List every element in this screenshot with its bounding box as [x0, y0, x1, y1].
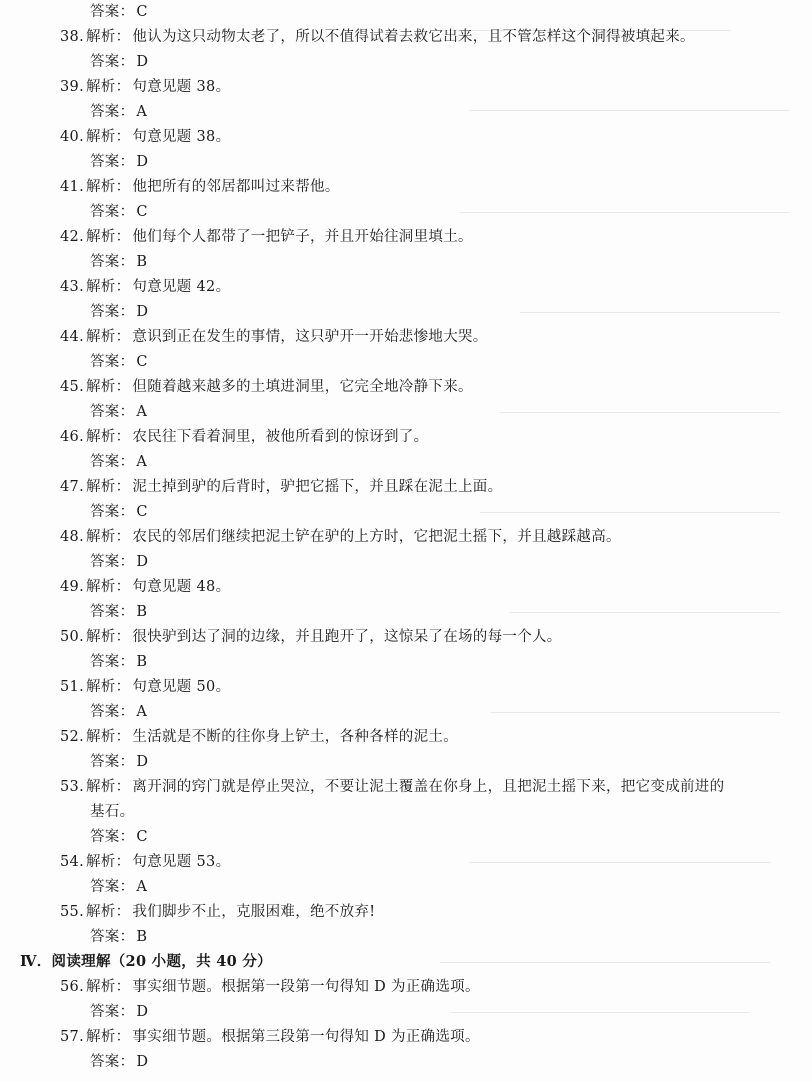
question-number: 46.	[60, 429, 84, 445]
show-through-line	[470, 110, 790, 111]
analysis-line	[50, 277, 230, 297]
analysis-label: 解析：	[86, 529, 131, 545]
answer-line	[90, 302, 148, 322]
analysis-text: 句意见题 38。	[132, 129, 231, 145]
analysis-label: 解析：	[86, 979, 131, 995]
question-number: 41.	[60, 179, 84, 195]
question-number: 39.	[60, 79, 84, 95]
analysis-label: 解析：	[86, 904, 131, 920]
analysis-line	[50, 177, 340, 197]
answer-value: A	[136, 704, 148, 720]
answer-value: A	[136, 454, 148, 470]
analysis-text: 生活就是不断的往你身上铲土，各种各样的泥土。	[132, 729, 459, 745]
answer-line	[90, 402, 147, 422]
answer-label: 答案：	[90, 829, 135, 845]
answer-value: B	[136, 929, 148, 945]
question-number: 45.	[60, 379, 84, 395]
answer-line	[90, 1052, 148, 1072]
analysis-line	[50, 777, 724, 797]
question-number: 55.	[60, 904, 84, 920]
answer-line	[90, 52, 148, 72]
analysis-line	[50, 852, 230, 872]
analysis-line	[50, 477, 502, 497]
answer-line	[90, 452, 147, 472]
question-number: 38.	[60, 29, 84, 45]
answer-label: 答案：	[90, 604, 135, 620]
answer-line	[90, 827, 148, 847]
answer-label: 答案：	[90, 4, 135, 20]
analysis-text: 农民的邻居们继续把泥土铲在驴的上方时，它把泥土摇下，并且越踩越高。	[132, 529, 621, 545]
analysis-line	[50, 902, 375, 922]
question-number: 56.	[60, 979, 84, 995]
show-through-line	[470, 862, 770, 863]
answer-value: A	[136, 404, 148, 420]
analysis-label: 解析：	[86, 679, 131, 695]
answer-value: D	[136, 1004, 149, 1020]
answer-line	[90, 102, 147, 122]
answer-value: D	[136, 54, 149, 70]
analysis-line	[50, 27, 695, 47]
show-through-line	[490, 712, 780, 713]
analysis-label: 解析：	[86, 1029, 131, 1045]
answer-label: 答案：	[90, 504, 135, 520]
question-number: 54.	[60, 854, 84, 870]
show-through-line	[520, 312, 780, 313]
analysis-line	[50, 227, 473, 247]
analysis-label: 解析：	[86, 429, 131, 445]
answer-label: 答案：	[90, 304, 135, 320]
answer-value: D	[136, 1054, 149, 1070]
answer-line	[90, 877, 147, 897]
question-number: 40.	[60, 129, 84, 145]
answer-line	[90, 252, 147, 272]
analysis-text: 泥土掉到驴的后背时，驴把它摇下，并且踩在泥土上面。	[132, 479, 503, 495]
analysis-text: 但随着越来越多的土填进洞里，它完全地冷静下来。	[132, 379, 473, 395]
answer-label: 答案：	[90, 404, 135, 420]
show-through-line	[440, 962, 770, 963]
answer-value: B	[136, 654, 148, 670]
analysis-label: 解析：	[86, 229, 131, 245]
analysis-text: 很快驴到达了洞的边缘，并且跑开了，这惊呆了在场的每一个人。	[132, 629, 562, 645]
answer-line	[90, 602, 147, 622]
question-number: 50.	[60, 629, 84, 645]
answer-line	[90, 702, 147, 722]
answer-line	[90, 752, 148, 772]
analysis-label: 解析：	[86, 729, 131, 745]
answer-value: B	[136, 604, 148, 620]
analysis-text: 句意见题 50。	[132, 679, 231, 695]
answer-label: 答案：	[90, 254, 135, 270]
answer-label: 答案：	[90, 704, 135, 720]
answer-line	[90, 152, 148, 172]
analysis-text: 意识到正在发生的事情，这只驴开一开始悲惨地大哭。	[132, 329, 488, 345]
answer-line	[90, 352, 148, 372]
answer-label: 答案：	[90, 204, 135, 220]
analysis-text: 句意见题 38。	[132, 79, 231, 95]
question-number: 53.	[60, 779, 84, 795]
analysis-label: 解析：	[86, 629, 131, 645]
analysis-line	[50, 627, 562, 647]
answer-value: C	[136, 204, 148, 220]
question-number: 43.	[60, 279, 84, 295]
answer-label: 答案：	[90, 154, 135, 170]
analysis-line	[50, 577, 230, 597]
section-heading: Ⅳ．阅读理解（20 小题，共 40 分）	[20, 953, 272, 970]
question-number: 42.	[60, 229, 84, 245]
answer-line	[90, 1002, 148, 1022]
analysis-label: 解析：	[86, 779, 131, 795]
answer-label: 答案：	[90, 929, 135, 945]
question-number: 48.	[60, 529, 84, 545]
analysis-label: 解析：	[86, 854, 131, 870]
answer-label: 答案：	[90, 1054, 135, 1070]
answer-line	[90, 652, 147, 672]
analysis-text: 他们每个人都带了一把铲子，并且开始往洞里填土。	[132, 229, 473, 245]
analysis-text: 我们脚步不止，克服困难，绝不放弃!	[132, 904, 376, 920]
analysis-line	[50, 127, 230, 147]
show-through-line	[500, 412, 780, 413]
answer-label: 答案：	[90, 754, 135, 770]
analysis-text: 他把所有的邻居都叫过来帮他。	[132, 179, 340, 195]
answer-line	[90, 502, 148, 522]
answer-label: 答案：	[90, 654, 135, 670]
answer-line	[90, 552, 148, 572]
question-number: 57.	[60, 1029, 84, 1045]
answer-value: D	[136, 304, 149, 320]
analysis-text: 离开洞的窍门就是停止哭泣，不要让泥土覆盖在你身上，且把泥土摇下来，把它变成前进的	[132, 779, 725, 795]
question-number: 47.	[60, 479, 84, 495]
answer-line	[90, 927, 147, 947]
analysis-label: 解析：	[86, 279, 131, 295]
analysis-label: 解析：	[86, 179, 131, 195]
analysis-text: 他认为这只动物太老了，所以不值得试着去救它出来，且不管怎样这个洞得被填起来。	[132, 29, 695, 45]
analysis-line	[50, 327, 488, 347]
question-number: 51.	[60, 679, 84, 695]
answer-value: C	[136, 354, 148, 370]
question-number: 49.	[60, 579, 84, 595]
analysis-line	[50, 427, 428, 447]
answer-value: C	[136, 829, 148, 845]
analysis-text: 农民往下看着洞里，被他所看到的惊讶到了。	[132, 429, 429, 445]
analysis-label: 解析：	[86, 29, 131, 45]
analysis-label: 解析：	[86, 379, 131, 395]
analysis-label: 解析：	[86, 479, 131, 495]
analysis-label: 解析：	[86, 329, 131, 345]
analysis-label: 解析：	[86, 129, 131, 145]
answer-label: 答案：	[90, 354, 135, 370]
analysis-text: 句意见题 48。	[132, 579, 231, 595]
analysis-line	[50, 77, 230, 97]
analysis-line	[50, 677, 230, 697]
answer-value: C	[136, 504, 148, 520]
show-through-line	[460, 212, 790, 213]
question-number: 44.	[60, 329, 84, 345]
answer-value: B	[136, 254, 148, 270]
show-through-line	[450, 1012, 750, 1013]
show-through-line	[480, 512, 780, 513]
analysis-line	[50, 727, 458, 747]
answer-value: D	[136, 554, 149, 570]
answer-label: 答案：	[90, 104, 135, 120]
answer-value: C	[136, 4, 148, 20]
analysis-text: 事实细节题。根据第一段第一句得知 D 为正确选项。	[132, 979, 480, 995]
analysis-text: 句意见题 42。	[132, 279, 231, 295]
answer-label: 答案：	[90, 554, 135, 570]
show-through-line	[510, 612, 780, 613]
answer-label: 答案：	[90, 54, 135, 70]
analysis-text: 句意见题 53。	[132, 854, 231, 870]
answer-value: A	[136, 104, 148, 120]
question-number: 52.	[60, 729, 84, 745]
analysis-line	[50, 377, 473, 397]
answer-value: D	[136, 754, 149, 770]
analysis-label: 解析：	[86, 79, 131, 95]
answer-label: 答案：	[90, 454, 135, 470]
analysis-line	[50, 977, 480, 997]
answer-value: D	[136, 154, 149, 170]
answer-line	[90, 2, 148, 22]
analysis-line	[50, 527, 621, 547]
analysis-line	[50, 1027, 480, 1047]
answer-label: 答案：	[90, 1004, 135, 1020]
analysis-text: 事实细节题。根据第三段第一句得知 D 为正确选项。	[132, 1029, 480, 1045]
answer-line	[90, 202, 148, 222]
analysis-continuation: 基石。	[90, 804, 135, 820]
analysis-label: 解析：	[86, 579, 131, 595]
answer-value: A	[136, 879, 148, 895]
answer-label: 答案：	[90, 879, 135, 895]
